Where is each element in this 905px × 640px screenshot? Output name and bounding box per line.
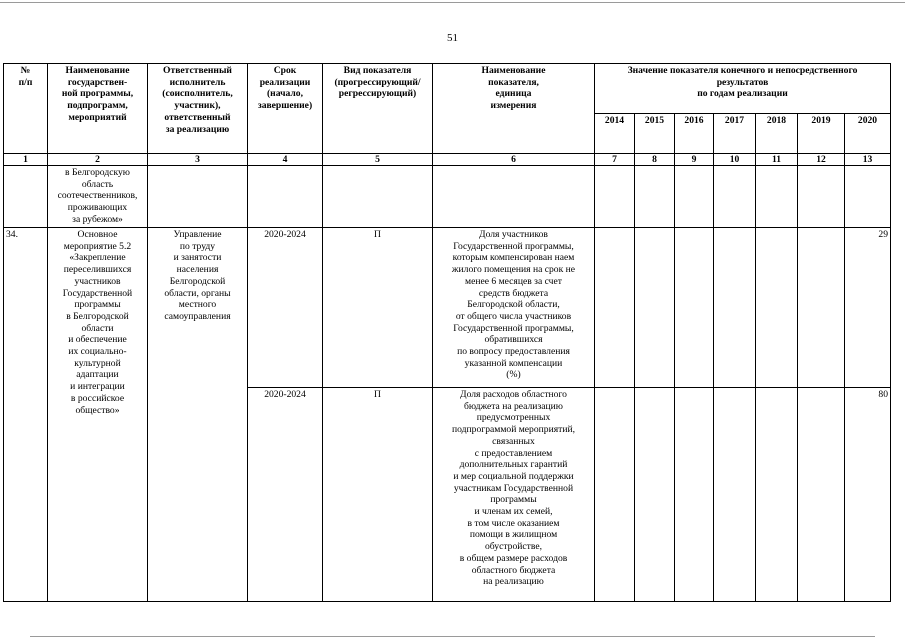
value-2020: 29	[845, 228, 891, 388]
empty-cell	[595, 166, 635, 228]
indicator-type: П	[323, 228, 433, 388]
scan-edge-bottom	[30, 636, 875, 637]
column-number: 12	[798, 154, 845, 166]
column-number: 8	[635, 154, 675, 166]
value-2017	[714, 228, 756, 388]
empty-cell	[248, 166, 323, 228]
column-number: 7	[595, 154, 635, 166]
scan-edge-top	[0, 2, 905, 3]
column-number: 9	[675, 154, 714, 166]
value-2017	[714, 388, 756, 602]
column-number: 3	[148, 154, 248, 166]
column-number: 1	[4, 154, 48, 166]
header-indicator-name: Наименование показателя, единица измерения	[433, 64, 595, 154]
empty-cell	[675, 166, 714, 228]
value-2018	[756, 388, 798, 602]
column-number: 6	[433, 154, 595, 166]
header-year: 2019	[798, 114, 845, 154]
empty-cell	[756, 166, 798, 228]
empty-cell	[433, 166, 595, 228]
empty-cell	[323, 166, 433, 228]
value-2019	[798, 388, 845, 602]
activity-name: Основное мероприятие 5.2 «Закрепление переселившихся участников Государственной программы в Белгородской области и обеспечение их социально- культурной адаптации и интеграции в российское общество»	[48, 228, 148, 602]
column-number: 11	[756, 154, 798, 166]
column-number: 10	[714, 154, 756, 166]
header-year: 2014	[595, 114, 635, 154]
column-number: 2	[48, 154, 148, 166]
indicator-description: Доля участников Государственной программы, которым компенсирован наем жилого помещения на срок не менее 6 месяцев за счет средств бюджета Белгородской области, от общего числа участников Государственной программы, обратившихся по вопросу предоставления указанной компенсации (%)	[433, 228, 595, 388]
value-2019	[798, 228, 845, 388]
value-2018	[756, 228, 798, 388]
header-period: Срок реализации (начало, завершение)	[248, 64, 323, 154]
value-2020: 80	[845, 388, 891, 602]
empty-cell	[635, 166, 675, 228]
value-2014	[595, 388, 635, 602]
header-year: 2017	[714, 114, 756, 154]
value-2015	[635, 388, 675, 602]
implementation-period: 2020-2024	[248, 228, 323, 388]
header-number: № п/п	[4, 64, 48, 154]
column-number: 13	[845, 154, 891, 166]
header-responsible: Ответственный исполнитель (соисполнитель, участник), ответственный за реализацию	[148, 64, 248, 154]
header-program-name: Наименование государствен- ной программы, подпрограмм, мероприятий	[48, 64, 148, 154]
header-year: 2020	[845, 114, 891, 154]
indicator-description: Доля расходов областного бюджета на реализацию предусмотренных подпрограммой мероприятий, связанных с предоставлением дополнительных гарантий и мер социальной поддержки участникам Государственной программы и членам их семей, в том числе оказанием помощи в жилищном обустройстве, в общем размере расходов областного бюджета на реализацию	[433, 388, 595, 602]
empty-cell	[798, 166, 845, 228]
header-year: 2018	[756, 114, 798, 154]
value-2016	[675, 388, 714, 602]
results-table	[3, 63, 891, 602]
header-year: 2015	[635, 114, 675, 154]
column-number: 5	[323, 154, 433, 166]
value-2014	[595, 228, 635, 388]
column-number: 4	[248, 154, 323, 166]
empty-cell	[845, 166, 891, 228]
row-number: 34.	[4, 228, 48, 602]
header-values-group: Значение показателя конечного и непосредственного результатов по годам реализации	[595, 64, 891, 114]
continuation-number-cell	[4, 166, 48, 228]
header-indicator-type: Вид показателя (прогрессирующий/ регрессирующий)	[323, 64, 433, 154]
page-number: 51	[447, 32, 458, 44]
implementation-period: 2020-2024	[248, 388, 323, 602]
header-year: 2016	[675, 114, 714, 154]
continuation-name: в Белгородскую область соотечественников, проживающих за рубежом»	[48, 166, 148, 228]
empty-cell	[714, 166, 756, 228]
indicator-type: П	[323, 388, 433, 602]
empty-cell	[148, 166, 248, 228]
value-2015	[635, 228, 675, 388]
value-2016	[675, 228, 714, 388]
responsible-executor: Управление по труду и занятости населения Белгородской области, органы местного самоуправления	[148, 228, 248, 602]
